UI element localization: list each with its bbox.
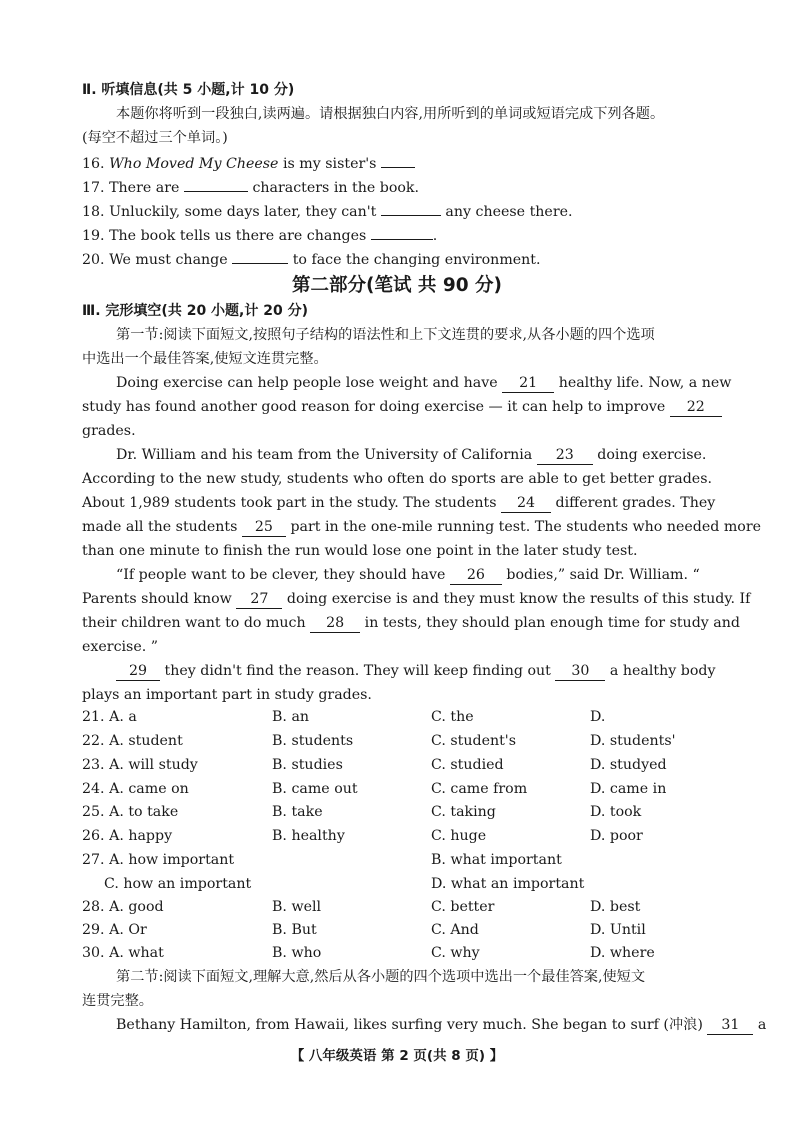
- para3-line4: exercise. ”: [82, 639, 159, 655]
- q18-text-b: any cheese there.: [445, 204, 573, 220]
- listening-intro-line2: (每空不超过三个单词。): [82, 130, 228, 146]
- q17-text-a: 17. There are: [82, 180, 180, 196]
- question-18: [82, 199, 573, 223]
- option-30-b[interactable]: B. who: [272, 945, 322, 961]
- option-29-d[interactable]: D. Until: [590, 922, 646, 938]
- option-30-d[interactable]: D. where: [590, 945, 655, 961]
- q16-text: is my sister's: [282, 156, 377, 172]
- option-26-d[interactable]: D. poor: [590, 828, 643, 844]
- blank-30[interactable]: 30: [555, 662, 605, 681]
- para1-line2: [82, 396, 722, 418]
- text: a: [757, 1017, 767, 1033]
- answer-blank-18[interactable]: [381, 199, 441, 216]
- option-22-d[interactable]: D. students': [590, 733, 676, 749]
- option-27-d[interactable]: D. what an important: [431, 876, 585, 892]
- text: study has found another good reason for doing exercise — it can help to improve: [82, 399, 666, 415]
- answer-blank-20[interactable]: [232, 247, 288, 264]
- listening-intro-line1: 本题你将听到一段独白,读两遍。请根据独白内容,用所听到的单词或短语完成下列各题。: [116, 106, 665, 122]
- section1-instruction-line1: 第一节:阅读下面短文,按照句子结构的语法性和上下文连贯的要求,从各小题的四个选项: [116, 327, 655, 343]
- para3-line3: [82, 612, 740, 634]
- q19-text-b: .: [432, 228, 438, 244]
- blank-24[interactable]: 24: [501, 494, 551, 513]
- option-28-c[interactable]: C. better: [431, 899, 495, 915]
- part2-title: 第二部分(笔试 共 90 分): [292, 275, 502, 296]
- book-title: Who Moved My Cheese: [109, 156, 279, 172]
- text: About 1,989 students took part in the study. The students: [82, 495, 497, 511]
- blank-31[interactable]: 31: [707, 1016, 753, 1035]
- blank-22[interactable]: 22: [670, 398, 722, 417]
- section2-instruction-line2: 连贯完整。: [82, 993, 153, 1009]
- section1-instruction-line2: 中选出一个最佳答案,使短文连贯完整。: [82, 351, 328, 367]
- option-21-d[interactable]: D.: [590, 709, 606, 725]
- para4-line2: plays an important part in study grades.: [82, 687, 372, 703]
- text: healthy life. Now, a new: [558, 375, 732, 391]
- option-30-a[interactable]: 30. A. what: [82, 945, 164, 961]
- q18-text-a: 18. Unluckily, some days later, they can't: [82, 204, 377, 220]
- q20-text-a: 20. We must change: [82, 252, 228, 268]
- para1-line1: [116, 372, 731, 394]
- answer-blank-16[interactable]: [381, 151, 415, 168]
- option-26-b[interactable]: B. healthy: [272, 828, 345, 844]
- para3-line2: [82, 588, 750, 610]
- question-16: [82, 151, 415, 175]
- text: they didn't find the reason. They will keep finding out: [164, 663, 551, 679]
- option-25-a[interactable]: 25. A. to take: [82, 804, 179, 820]
- option-24-b[interactable]: B. came out: [272, 781, 358, 797]
- text: a healthy body: [609, 663, 716, 679]
- blank-28[interactable]: 28: [310, 614, 360, 633]
- option-26-a[interactable]: 26. A. happy: [82, 828, 173, 844]
- para4-line1: [116, 660, 716, 682]
- text: doing exercise is and they must know the results of this study. If: [286, 591, 751, 607]
- option-21-c[interactable]: C. the: [431, 709, 474, 725]
- text: part in the one-mile running test. The students who needed more: [290, 519, 762, 535]
- section2-instruction-line1: 第二节:阅读下面短文,理解大意,然后从各小题的四个选项中选出一个最佳答案,使短文: [116, 969, 646, 985]
- q16-number: 16.: [82, 156, 105, 172]
- text: Bethany Hamilton, from Hawaii, likes surfing very much. She began to surf (冲浪): [116, 1017, 703, 1033]
- option-22-b[interactable]: B. students: [272, 733, 354, 749]
- option-29-b[interactable]: B. But: [272, 922, 317, 938]
- para2-line2: According to the new study, students who often do sports are able to get better grades.: [82, 471, 712, 487]
- question-19: [82, 223, 437, 247]
- option-27-c[interactable]: C. how an important: [104, 876, 252, 892]
- blank-27[interactable]: 27: [236, 590, 282, 609]
- para2-line1: [116, 444, 706, 466]
- para2-line3: [82, 492, 715, 514]
- text: “If people want to be clever, they should have: [116, 567, 446, 583]
- option-23-c[interactable]: C. studied: [431, 757, 504, 773]
- listening-heading: Ⅱ. 听填信息(共 5 小题,计 10 分): [82, 82, 295, 98]
- q19-text-a: 19. The book tells us there are changes: [82, 228, 367, 244]
- text: doing exercise.: [597, 447, 707, 463]
- option-28-a[interactable]: 28. A. good: [82, 899, 164, 915]
- para1-line3: grades.: [82, 423, 136, 439]
- option-29-a[interactable]: 29. A. Or: [82, 922, 147, 938]
- answer-blank-17[interactable]: [184, 175, 248, 192]
- option-28-b[interactable]: B. well: [272, 899, 322, 915]
- option-22-a[interactable]: 22. A. student: [82, 733, 183, 749]
- section2-para-line1: [116, 1014, 766, 1036]
- text: different grades. They: [555, 495, 716, 511]
- text: Parents should know: [82, 591, 232, 607]
- text: made all the students: [82, 519, 238, 535]
- option-24-c[interactable]: C. came from: [431, 781, 528, 797]
- text: bodies,” said Dr. William. “: [506, 567, 700, 583]
- blank-25[interactable]: 25: [242, 518, 286, 537]
- answer-blank-19[interactable]: [371, 223, 433, 240]
- para2-line5: than one minute to finish the run would lose one point in the later study test.: [82, 543, 638, 559]
- option-26-c[interactable]: C. huge: [431, 828, 487, 844]
- option-23-d[interactable]: D. studyed: [590, 757, 667, 773]
- option-25-d[interactable]: D. took: [590, 804, 642, 820]
- option-24-a[interactable]: 24. A. came on: [82, 781, 189, 797]
- option-21-b[interactable]: B. an: [272, 709, 310, 725]
- text: their children want to do much: [82, 615, 306, 631]
- blank-21[interactable]: 21: [502, 374, 554, 393]
- cloze-heading: Ⅲ. 完形填空(共 20 小题,计 20 分): [82, 303, 309, 319]
- page-footer: 【 八年级英语 第 2 页(共 8 页) 】: [290, 1048, 504, 1064]
- blank-23[interactable]: 23: [537, 446, 593, 465]
- option-21-a[interactable]: 21. A. a: [82, 709, 137, 725]
- option-25-c[interactable]: C. taking: [431, 804, 496, 820]
- option-27-a[interactable]: 27. A. how important: [82, 852, 235, 868]
- q20-text-b: to face the changing environment.: [292, 252, 541, 268]
- para2-line4: [82, 516, 761, 538]
- option-28-d[interactable]: D. best: [590, 899, 641, 915]
- option-23-a[interactable]: 23. A. will study: [82, 757, 198, 773]
- para3-line1: [116, 564, 700, 586]
- option-23-b[interactable]: B. studies: [272, 757, 343, 773]
- text: in tests, they should plan enough time for study and: [364, 615, 740, 631]
- q17-text-b: characters in the book.: [252, 180, 420, 196]
- blank-29[interactable]: 29: [116, 662, 160, 681]
- question-20: [82, 247, 541, 271]
- text: Dr. William and his team from the University of California: [116, 447, 533, 463]
- option-27-b[interactable]: B. what important: [431, 852, 562, 868]
- option-25-b[interactable]: B. take: [272, 804, 323, 820]
- option-29-c[interactable]: C. And: [431, 922, 479, 938]
- option-24-d[interactable]: D. came in: [590, 781, 667, 797]
- option-30-c[interactable]: C. why: [431, 945, 480, 961]
- option-22-c[interactable]: C. student's: [431, 733, 516, 749]
- question-17: [82, 175, 419, 199]
- blank-26[interactable]: 26: [450, 566, 502, 585]
- text: Doing exercise can help people lose weight and have: [116, 375, 498, 391]
